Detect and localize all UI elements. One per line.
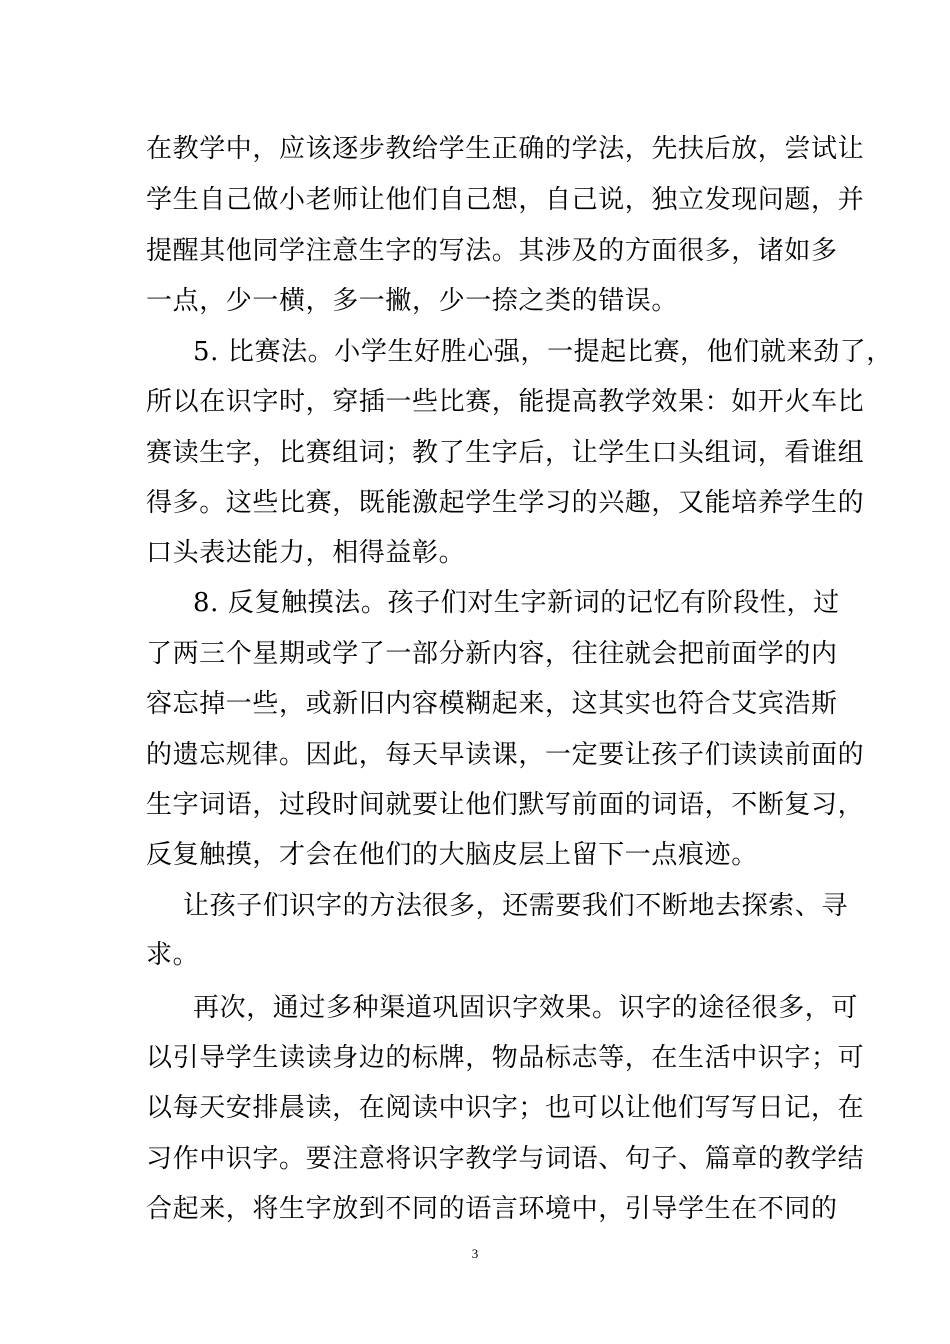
text-line: 以引导学生读读身边的标牌，物品标志等，在生活中识字；可	[146, 1043, 865, 1073]
text-line: 得多。这些比赛，既能激起学生学习的兴趣，又能培养学生的	[146, 488, 865, 518]
text-line: 求。	[146, 940, 200, 970]
text-line: 8. 反复触摸法。孩子们对生字新词的记忆有阶段性，过	[193, 588, 840, 618]
text-line: 5. 比赛法。小学生好胜心强，一提起比赛，他们就来劲了，	[193, 337, 893, 367]
text-line: 容忘掉一些，或新旧内容模糊起来，这其实也符合艾宾浩斯	[146, 689, 838, 719]
text-line: 生字词语，过段时间就要让他们默写前面的词语，不断复习，	[146, 790, 865, 820]
text-line: 了两三个星期或学了一部分新内容，往往就会把前面学的内	[146, 639, 838, 669]
text-line: 所以在识字时，穿插一些比赛，能提高教学效果：如开火车比	[146, 387, 865, 417]
text-line: 再次，通过多种渠道巩固识字效果。识字的途径很多，可	[193, 993, 859, 1023]
text-line: 的遗忘规律。因此，每天早读课，一定要让孩子们读读前面的	[146, 740, 865, 770]
text-line: 习作中识字。要注意将识字教学与词语、句子、篇章的教学结	[146, 1144, 865, 1174]
text-line: 提醒其他同学注意生字的写法。其涉及的方面很多，诸如多	[146, 236, 838, 266]
text-line: 一点，少一横，多一撇，少一捺之类的错误。	[146, 286, 679, 316]
text-line: 在教学中，应该逐步教给学生正确的学法，先扶后放，尝试让	[146, 134, 865, 164]
text-line: 学生自己做小老师让他们自己想，自己说，独立发现问题，并	[146, 185, 865, 215]
text-line: 赛读生字，比赛组词；教了生字后，让学生口头组词，看谁组	[146, 438, 865, 468]
text-line: 口头表达能力，相得益彰。	[146, 538, 466, 568]
text-line: 让孩子们识字的方法很多，还需要我们不断地去探索、寻	[183, 891, 849, 921]
text-line: 反复触摸，才会在他们的大脑皮层上留下一点痕迹。	[146, 840, 758, 870]
page-number: 3	[471, 1246, 479, 1261]
text-line: 以每天安排晨读，在阅读中识字；也可以让他们写写日记，在	[146, 1093, 865, 1123]
text-line: 合起来，将生字放到不同的语言环境中，引导学生在不同的	[146, 1194, 838, 1224]
